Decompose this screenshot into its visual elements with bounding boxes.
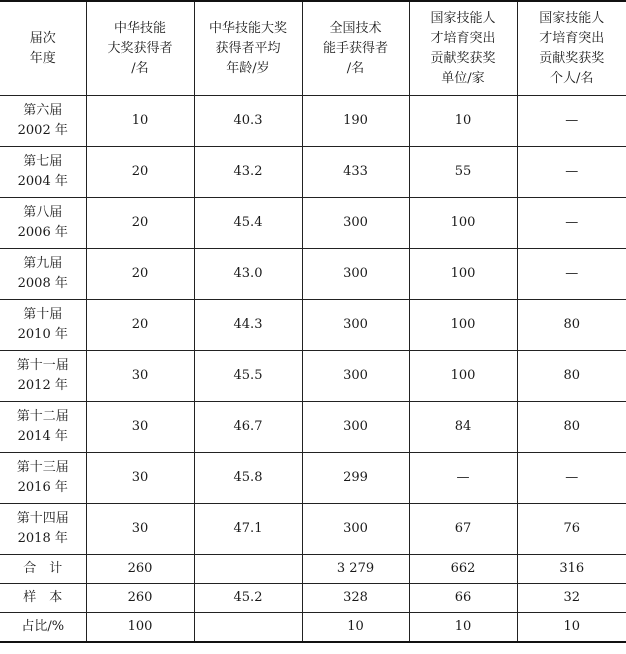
summary-cell-avg-age: 45.2 [194,584,302,613]
cell-technical-experts: 300 [302,198,409,249]
cell-contribution-individuals: — [517,249,626,300]
summary-cell-grand-award-winners: 100 [86,613,194,643]
cell-grand-award-winners: 20 [86,300,194,351]
cell-technical-experts: 300 [302,402,409,453]
cell-avg-age: 45.4 [194,198,302,249]
summary-cell-technical-experts: 10 [302,613,409,643]
cell-grand-award-winners: 30 [86,402,194,453]
cell-technical-experts: 300 [302,249,409,300]
summary-row [0,613,626,643]
table-row [0,249,626,300]
year-label: 2002 年 [17,123,68,138]
cell-avg-age: 43.0 [194,249,302,300]
summary-cell-contribution-units: 66 [409,584,517,613]
cell-grand-award-winners: 30 [86,504,194,555]
cell-contribution-units: 67 [409,504,517,555]
summary-row [0,555,626,584]
cell-contribution-units: 55 [409,147,517,198]
header-grand-award-avg-age: 中华技能大奖 获得者平均 年龄/岁 [194,1,302,96]
table-row [0,453,626,504]
row-label [0,351,86,402]
cell-contribution-units: 100 [409,198,517,249]
header-row [0,1,626,96]
summary-cell-technical-experts: 3 279 [302,555,409,584]
header-grand-award-winners: 中华技能 大奖获得者 /名 [86,1,194,96]
cell-avg-age: 44.3 [194,300,302,351]
summary-cell-avg-age [194,613,302,643]
cell-avg-age: 43.2 [194,147,302,198]
summary-row [0,584,626,613]
summary-cell-contribution-units: 662 [409,555,517,584]
year-label: 2012 年 [17,378,68,393]
summary-cell-contribution-individuals: 10 [517,613,626,643]
row-label [0,402,86,453]
table-row [0,504,626,555]
header-contribution-award-units: 国家技能人 才培育突出 贡献奖获奖 单位/家 [409,1,517,96]
cell-contribution-individuals: 80 [517,351,626,402]
table-row [0,300,626,351]
summary-label: 样 本 [0,584,86,613]
cell-technical-experts: 190 [302,96,409,147]
header-session-year: 届次 年度 [0,1,86,96]
cell-grand-award-winners: 30 [86,453,194,504]
year-label: 2010 年 [17,327,68,342]
cell-contribution-individuals: — [517,453,626,504]
summary-label: 占比/% [0,613,86,643]
cell-grand-award-winners: 10 [86,96,194,147]
cell-avg-age: 40.3 [194,96,302,147]
cell-contribution-units: — [409,453,517,504]
summary-cell-grand-award-winners: 260 [86,555,194,584]
session-label: 第十三届 [16,460,69,475]
cell-avg-age: 45.8 [194,453,302,504]
row-label [0,504,86,555]
cell-technical-experts: 299 [302,453,409,504]
year-label: 2008 年 [17,276,68,291]
cell-grand-award-winners: 20 [86,198,194,249]
session-label: 第十二届 [16,409,69,424]
year-label: 2006 年 [17,225,68,240]
cell-contribution-units: 10 [409,96,517,147]
summary-cell-technical-experts: 328 [302,584,409,613]
summary-label: 合 计 [0,555,86,584]
cell-contribution-individuals: — [517,96,626,147]
cell-grand-award-winners: 30 [86,351,194,402]
cell-grand-award-winners: 20 [86,249,194,300]
cell-contribution-individuals: 80 [517,402,626,453]
cell-technical-experts: 300 [302,300,409,351]
cell-avg-age: 45.5 [194,351,302,402]
summary-cell-contribution-individuals: 316 [517,555,626,584]
row-label [0,96,86,147]
summary-cell-grand-award-winners: 260 [86,584,194,613]
year-label: 2004 年 [17,174,68,189]
session-label: 第十一届 [16,358,69,373]
cell-avg-age: 46.7 [194,402,302,453]
year-label: 2014 年 [17,429,68,444]
header-contribution-award-individuals: 国家技能人 才培育突出 贡献奖获奖 个人/名 [517,1,626,96]
cell-contribution-units: 84 [409,402,517,453]
session-label: 第七届 [23,154,63,169]
table-row [0,351,626,402]
table-row [0,96,626,147]
year-label: 2016 年 [17,480,68,495]
cell-contribution-individuals: — [517,198,626,249]
cell-avg-age: 47.1 [194,504,302,555]
cell-contribution-units: 100 [409,249,517,300]
cell-technical-experts: 433 [302,147,409,198]
cell-contribution-individuals: 76 [517,504,626,555]
row-label [0,249,86,300]
table-row [0,147,626,198]
cell-grand-award-winners: 20 [86,147,194,198]
cell-contribution-individuals: — [517,147,626,198]
cell-contribution-individuals: 80 [517,300,626,351]
session-label: 第十四届 [16,511,69,526]
table-row [0,402,626,453]
header-national-technical-experts: 全国技术 能手获得者 /名 [302,1,409,96]
session-label: 第八届 [23,205,63,220]
year-label: 2018 年 [17,531,68,546]
cell-contribution-units: 100 [409,300,517,351]
session-label: 第九届 [23,256,63,271]
session-label: 第六届 [23,103,63,118]
summary-cell-contribution-units: 10 [409,613,517,643]
row-label [0,198,86,249]
summary-cell-contribution-individuals: 32 [517,584,626,613]
cell-technical-experts: 300 [302,504,409,555]
cell-contribution-units: 100 [409,351,517,402]
cell-technical-experts: 300 [302,351,409,402]
row-label [0,147,86,198]
row-label [0,300,86,351]
row-label [0,453,86,504]
summary-cell-avg-age [194,555,302,584]
table-row [0,198,626,249]
session-label: 第十届 [23,307,63,322]
